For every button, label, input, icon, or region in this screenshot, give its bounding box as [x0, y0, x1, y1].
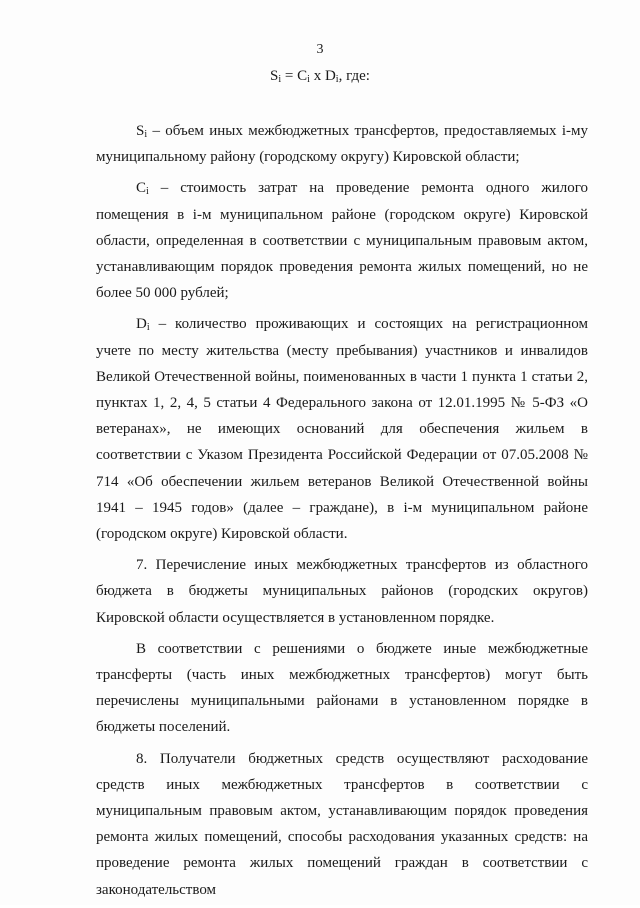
paragraph-section-7: 7. Перечисление иных межбюджетных трансфертов из областного бюджета в бюджеты муниципальных районов (городских округов) Кировской области осуществляется в установленном порядке. [96, 557, 588, 626]
paragraph-si-definition [96, 118, 588, 170]
variable-subscript: i [144, 129, 148, 140]
page-number: 3 [316, 42, 324, 57]
paragraph-text: – количество проживающих и состоящих на регистрационном учете по месту жительства (месту пребывания) участников и инвалидов Великой Отечественной войны, поименованных в части 1 пункта 1 статьи 2, пунктах 1, 2, 4, 5 статьи 4 Федерального закона от 12.01.1995 № 5-ФЗ «О ветеранах», не имеющих оснований для обеспечения жильем в соответствии с Указом Президента Российской Федерации от 07.05.2008 № 714 «Об обеспечении жильем ветеранов Великой Отечественной войны 1941 – 1945 годов» (далее – граждане), в i-м муниципальном районе (городском округе) Кировской области. [96, 316, 588, 543]
paragraph-text: – объем иных межбюджетных трансфертов, предоставляемых i-му муниципальному району (городскому округу) Кировской области; [96, 123, 588, 166]
formula-tail: , где: [338, 68, 370, 84]
variable-subscript: i [146, 322, 150, 334]
formula-c-var: C [297, 68, 308, 84]
variable-subscript: i [146, 186, 149, 198]
variable-symbol: D [136, 316, 147, 333]
paragraph-di-definition [96, 311, 588, 547]
formula-lhs-var: S [270, 68, 279, 84]
paragraph-section-8: 8. Получатели бюджетных средств осуществляют расходование средств иных межбюджетных трансфертов в соответствии с муниципальным правовым актом, устанавливающим порядок проведения ремонта жилых помещений, способы расходования указанных средств: на проведение ремонта жилых помещений граждан в соответствии с законодательством [96, 750, 588, 898]
formula-c-subscript: i [307, 74, 310, 85]
formula-equals: = [281, 68, 298, 84]
paragraph-text: – стоимость затрат на проведение ремонта одного жилого помещения в i-м муниципальном районе (городском округе) Кировской области, определенная в соответствии с муниципальным правовым актом, устанавливающим порядок проведения ремонта жилых помещений, но не более 50 000 рублей; [96, 180, 588, 302]
paragraph-section-7-budget-decisions: В соответствии с решениями о бюджете иные межбюджетные трансферты (часть иных межбюджетных трансфертов) могут быть перечислены муниципальными районами в установленном порядке в бюджеты поселений. [96, 640, 588, 736]
formula [0, 68, 640, 85]
formula-times: x [309, 68, 325, 84]
formula-d-var: D [324, 68, 336, 84]
formula-d-subscript: i [335, 74, 339, 85]
formula-lhs-subscript: i [278, 74, 282, 85]
paragraph-ci-definition [96, 175, 588, 306]
variable-symbol: S [136, 123, 145, 139]
document-body [96, 118, 588, 908]
variable-symbol: C [136, 180, 147, 197]
